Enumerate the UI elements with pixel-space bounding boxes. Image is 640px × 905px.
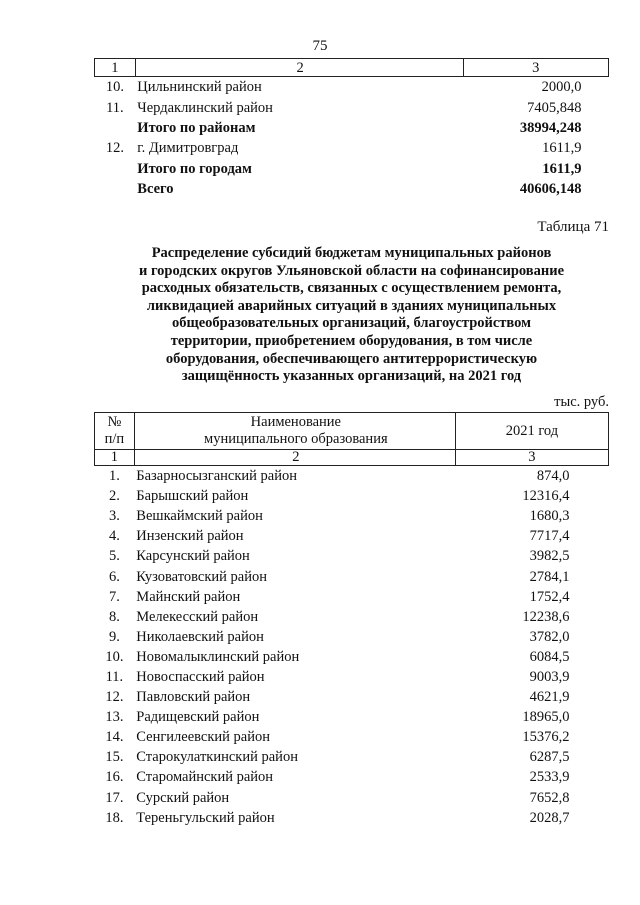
row-name: Сенгилеевский район — [136, 729, 270, 746]
row-value: 12238,6 — [522, 608, 570, 625]
row-number: 10. — [105, 648, 124, 665]
row-name: Итого по городам — [137, 160, 252, 177]
row-value: 38994,248 — [519, 119, 582, 136]
row-number: 15. — [105, 749, 124, 766]
row-name: Кузоватовский район — [136, 568, 267, 585]
row-value: 6287,5 — [529, 749, 570, 766]
row-name: Вешкаймский район — [136, 508, 263, 525]
table-row — [95, 526, 609, 546]
row-value: 1611,9 — [542, 160, 582, 177]
header-number-abbr: п/п — [104, 431, 125, 447]
table-row — [95, 647, 609, 667]
column-index-3: 3 — [463, 59, 609, 77]
row-number: 12. — [105, 140, 124, 157]
row-name: Барышский район — [136, 488, 249, 505]
row-number — [95, 179, 136, 199]
row-value: 2533,9 — [529, 769, 570, 786]
row-name: Павловский район — [136, 689, 251, 706]
header-name — [134, 413, 455, 450]
total-row — [95, 179, 609, 199]
column-index-2: 2 — [135, 59, 463, 77]
page-number: 75 — [312, 38, 328, 54]
row-number: 14. — [105, 729, 124, 746]
table-row — [95, 486, 609, 506]
header-name-line2: муниципального образования — [204, 431, 388, 447]
subsidy-table — [94, 412, 609, 828]
row-value: 2784,1 — [529, 568, 570, 585]
row-number: 12. — [105, 689, 124, 706]
title-line: территории, приобретением оборудования, в том числе — [170, 332, 533, 349]
row-value: 1680,3 — [529, 508, 570, 525]
column-index-2: 2 — [134, 450, 455, 466]
row-name: Инзенский район — [136, 528, 244, 545]
title-line: общеобразовательных организаций, благоустройством — [171, 315, 532, 332]
table-index-row — [95, 450, 609, 466]
row-number: 1. — [108, 468, 120, 485]
title-line: ликвидацией аварийных ситуаций в зданиях муниципальных — [146, 297, 557, 314]
row-number — [95, 159, 136, 179]
row-name: Сурский район — [136, 789, 230, 806]
table-row — [95, 138, 609, 158]
row-value: 3982,5 — [529, 548, 570, 565]
column-index-1: 1 — [95, 59, 136, 77]
table-row — [95, 506, 609, 526]
row-number: 17. — [105, 789, 124, 806]
row-value: 15376,2 — [522, 729, 570, 746]
table-row — [95, 687, 609, 707]
column-index-1: 1 — [95, 450, 135, 466]
row-name: Базарносызганский район — [136, 468, 297, 485]
title-line: Распределение субсидий бюджетам муниципальных районов — [151, 245, 552, 261]
row-name: Старомайнский район — [136, 769, 274, 786]
row-name: Карсунский район — [136, 548, 250, 565]
row-value: 40606,148 — [519, 181, 582, 198]
row-number: 3. — [108, 508, 120, 525]
row-value: 874,0 — [536, 468, 570, 485]
row-number: 18. — [105, 809, 124, 826]
row-name: Старокулаткинский район — [136, 749, 298, 766]
table-row — [95, 566, 609, 586]
row-name: Чердаклинский район — [137, 99, 273, 116]
row-value: 7717,4 — [529, 528, 570, 545]
table-row — [95, 747, 609, 767]
row-number: 16. — [105, 769, 124, 786]
table-row — [95, 466, 609, 487]
table-row — [95, 627, 609, 647]
row-number — [95, 118, 136, 138]
row-name: Николаевский район — [136, 628, 264, 645]
units-label: тыс. руб. — [554, 394, 609, 410]
row-name: Радищевский район — [136, 709, 260, 726]
row-name: Итого по районам — [137, 119, 256, 136]
row-number: 13. — [105, 709, 124, 726]
table-row — [95, 667, 609, 687]
row-name: Цильнинский район — [137, 79, 262, 96]
table-label: Таблица 71 — [537, 219, 609, 235]
row-value: 4621,9 — [529, 689, 570, 706]
table-row — [95, 707, 609, 727]
row-value: 2000,0 — [541, 79, 582, 96]
row-name: Всего — [137, 181, 174, 198]
row-number: 6. — [108, 568, 120, 585]
row-value: 1752,4 — [529, 588, 570, 605]
row-number: 7. — [108, 588, 120, 605]
table-header-row — [95, 413, 609, 450]
row-value: 6084,5 — [529, 648, 570, 665]
table-row — [95, 97, 609, 117]
row-name: г. Димитровград — [137, 140, 239, 157]
row-value: 7652,8 — [529, 789, 570, 806]
table-title — [94, 245, 609, 386]
table-row — [95, 727, 609, 747]
table-row — [95, 587, 609, 607]
row-name: Мелекесский район — [136, 608, 259, 625]
header-number-symbol: № — [107, 414, 122, 430]
header-name-line1: Наименование — [250, 414, 341, 430]
title-line: и городских округов Ульяновской области на софинансирование — [138, 262, 565, 279]
total-row — [95, 118, 609, 138]
row-name: Новоспасский район — [136, 668, 265, 685]
row-number: 11. — [106, 99, 124, 116]
row-value: 12316,4 — [522, 488, 570, 505]
row-name: Майнский район — [136, 588, 241, 605]
row-value: 1611,9 — [542, 140, 582, 157]
row-value: 9003,9 — [529, 668, 570, 685]
table-row — [95, 546, 609, 566]
table-row — [95, 767, 609, 787]
continuation-table — [94, 58, 609, 199]
row-number: 5. — [108, 548, 120, 565]
row-number: 9. — [108, 628, 120, 645]
row-number: 2. — [108, 488, 120, 505]
column-index-3: 3 — [455, 450, 608, 466]
title-line: расходных обязательств, связанных с осуществлением ремонта, — [141, 280, 562, 297]
title-line: защищённость указанных организаций, на 2021 год — [181, 368, 522, 385]
row-value: 2028,7 — [529, 809, 570, 826]
row-name: Тереньгульский район — [136, 809, 275, 826]
row-name: Новомалыклинский район — [136, 648, 300, 665]
row-number: 11. — [105, 668, 124, 685]
row-value: 7405,848 — [527, 99, 582, 116]
row-number: 10. — [105, 79, 124, 96]
row-value: 3782,0 — [529, 628, 570, 645]
table-row — [95, 808, 609, 828]
table-row — [95, 788, 609, 808]
table-header-row — [95, 59, 609, 77]
row-number: 8. — [108, 608, 120, 625]
header-year: 2021 год — [455, 413, 608, 450]
table-row — [95, 607, 609, 627]
row-value: 18965,0 — [522, 709, 570, 726]
header-number — [95, 413, 135, 450]
table-row — [95, 77, 609, 98]
total-row — [95, 159, 609, 179]
title-line: оборудования, обеспечивающего антитеррористическую — [165, 350, 538, 367]
row-number: 4. — [108, 528, 120, 545]
